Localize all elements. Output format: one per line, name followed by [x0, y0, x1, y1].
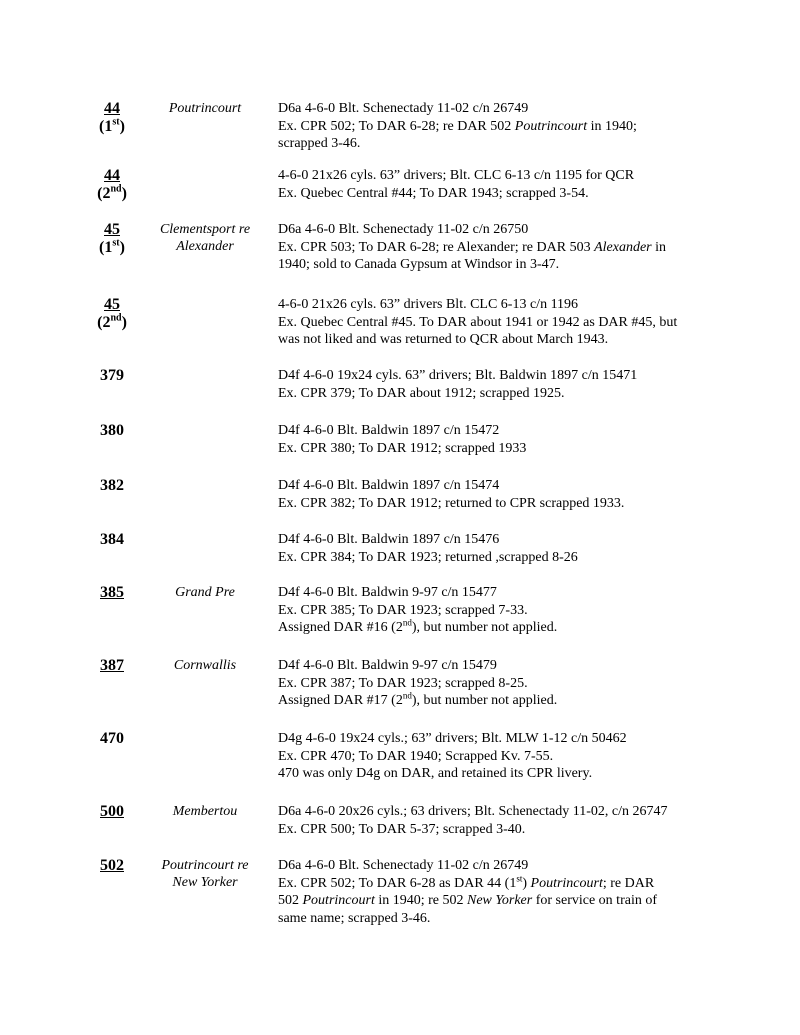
description-line: 4-6-0 21x26 cyls. 63” drivers Blt. CLC 6-13 c/n 1196 [278, 297, 579, 312]
description-line: scrapped 3-46. [278, 136, 361, 151]
description-line: Ex. CPR 384; To DAR 1923; returned ,scrapped 8-26 [278, 549, 578, 565]
engine-name [150, 584, 260, 601]
description-line: D4f 4-6-0 Blt. Baldwin 1897 c/n 15476 [278, 532, 500, 547]
engine-number-text: 45 [104, 221, 120, 238]
description-line: Ex. CPR 385; To DAR 1923; scrapped 7-33. [278, 602, 528, 618]
engine-number [70, 857, 154, 875]
engine-number [70, 477, 154, 495]
engine-name [150, 657, 260, 674]
engine-name [150, 100, 260, 117]
description-line: Ex. CPR 500; To DAR 5-37; scrapped 3-40. [278, 821, 526, 837]
description-line: 1940; sold to Canada Gypsum at Windsor in 3-47. [278, 257, 560, 272]
engine-name [150, 857, 260, 891]
engine-description [278, 730, 748, 783]
engine-number-text: 387 [100, 657, 124, 674]
engine-number-ordinal: (1st) [99, 237, 125, 256]
description-line: Ex. CPR 379; To DAR about 1912; scrapped 1925. [278, 385, 565, 401]
engine-number [70, 221, 154, 257]
engine-number-text: 500 [100, 803, 124, 820]
description-line: D4f 4-6-0 Blt. Baldwin 9-97 c/n 15477 [278, 585, 497, 600]
description-line: Ex. CPR 502; To DAR 6-28 as DAR 44 (1st) Poutrincourt; re DAR [278, 872, 655, 891]
engine-name-line: Cornwallis [173, 658, 237, 673]
description-line: 470 was only D4g on DAR, and retained its CPR livery. [278, 766, 593, 781]
engine-name-line: Grand Pre [175, 585, 235, 600]
engine-description [278, 221, 748, 274]
engine-description [278, 296, 748, 349]
engine-number-text: 45 [104, 296, 120, 313]
description-line: Ex. Quebec Central #45. To DAR about 1941 or 1942 as DAR #45, but [278, 314, 678, 330]
engine-name-line: New Yorker [172, 875, 238, 890]
engine-description [278, 100, 748, 153]
engine-number-text: 379 [100, 367, 124, 384]
engine-number [70, 803, 154, 821]
engine-number-text: 384 [100, 531, 124, 548]
description-line: 502 Poutrincourt in 1940; re 502 New Yorker for service on train of [278, 893, 658, 908]
engine-description [278, 367, 748, 402]
engine-name-line: Membertou [172, 804, 238, 819]
description-line: Ex. CPR 470; To DAR 1940; Scrapped Kv. 7-55. [278, 748, 554, 764]
engine-number-text: 380 [100, 422, 124, 439]
description-line: D6a 4-6-0 Blt. Schenectady 11-02 c/n 26749 [278, 858, 529, 873]
engine-number [70, 730, 154, 748]
engine-description [278, 422, 748, 457]
description-line: D4f 4-6-0 Blt. Baldwin 1897 c/n 15474 [278, 478, 500, 493]
engine-number-ordinal: (2nd) [97, 183, 127, 202]
description-line: D6a 4-6-0 20x26 cyls.; 63 drivers; Blt. Schenectady 11-02, c/n 26747 [278, 804, 668, 819]
description-line: Ex. CPR 380; To DAR 1912; scrapped 1933 [278, 440, 527, 456]
engine-description [278, 167, 748, 202]
engine-name [150, 221, 260, 255]
engine-name-line: Alexander [176, 239, 234, 254]
engine-number [70, 531, 154, 549]
engine-number-ordinal: (1st) [99, 116, 125, 135]
description-line: Assigned DAR #16 (2nd), but number not applied. [278, 617, 558, 635]
engine-number-text: 44 [104, 167, 120, 184]
engine-description [278, 803, 748, 838]
engine-number [70, 584, 154, 602]
description-line: D4f 4-6-0 19x24 cyls. 63” drivers; Blt. Baldwin 1897 c/n 15471 [278, 368, 638, 383]
description-line: Ex. CPR 503; To DAR 6-28; re Alexander; re DAR 503 Alexander in [278, 239, 666, 255]
description-line: was not liked and was returned to QCR about March 1943. [278, 332, 609, 347]
engine-number [70, 296, 154, 332]
description-line: Assigned DAR #17 (2nd), but number not applied. [278, 690, 558, 708]
description-line: D6a 4-6-0 Blt. Schenectady 11-02 c/n 26749 [278, 101, 529, 116]
engine-number-text: 44 [104, 100, 120, 117]
engine-name-line: Poutrincourt re [161, 858, 249, 873]
engine-description [278, 531, 748, 566]
description-line: Ex. Quebec Central #44; To DAR 1943; scrapped 3-54. [278, 185, 589, 201]
engine-description [278, 477, 748, 512]
description-line: 4-6-0 21x26 cyls. 63” drivers; Blt. CLC 6-13 c/n 1195 for QCR [278, 168, 635, 183]
description-line: Ex. CPR 387; To DAR 1923; scrapped 8-25. [278, 675, 528, 691]
description-line: D6a 4-6-0 Blt. Schenectady 11-02 c/n 26750 [278, 222, 529, 237]
description-line: D4g 4-6-0 19x24 cyls.; 63” drivers; Blt. MLW 1-12 c/n 50462 [278, 731, 627, 746]
engine-number [70, 367, 154, 385]
engine-name [150, 803, 260, 820]
engine-number-text: 502 [100, 857, 124, 874]
engine-name-line: Clementsport re [159, 222, 251, 237]
engine-number [70, 100, 154, 136]
engine-description [278, 657, 748, 710]
description-line: D4f 4-6-0 Blt. Baldwin 9-97 c/n 15479 [278, 658, 497, 673]
engine-number [70, 657, 154, 675]
engine-number [70, 167, 154, 203]
description-line: Ex. CPR 502; To DAR 6-28; re DAR 502 Poutrincourt in 1940; [278, 118, 637, 134]
engine-number-ordinal: (2nd) [97, 312, 127, 331]
description-line: same name; scrapped 3-46. [278, 910, 431, 926]
engine-description [278, 584, 748, 637]
engine-name-line: Poutrincourt [168, 101, 242, 116]
description-line: D4f 4-6-0 Blt. Baldwin 1897 c/n 15472 [278, 423, 500, 438]
engine-number-text: 382 [100, 477, 124, 494]
engine-number-text: 470 [100, 730, 124, 747]
engine-number-text: 385 [100, 584, 124, 601]
description-line: Ex. CPR 382; To DAR 1912; returned to CPR scrapped 1933. [278, 495, 625, 511]
engine-number [70, 422, 154, 440]
engine-description [278, 857, 748, 927]
